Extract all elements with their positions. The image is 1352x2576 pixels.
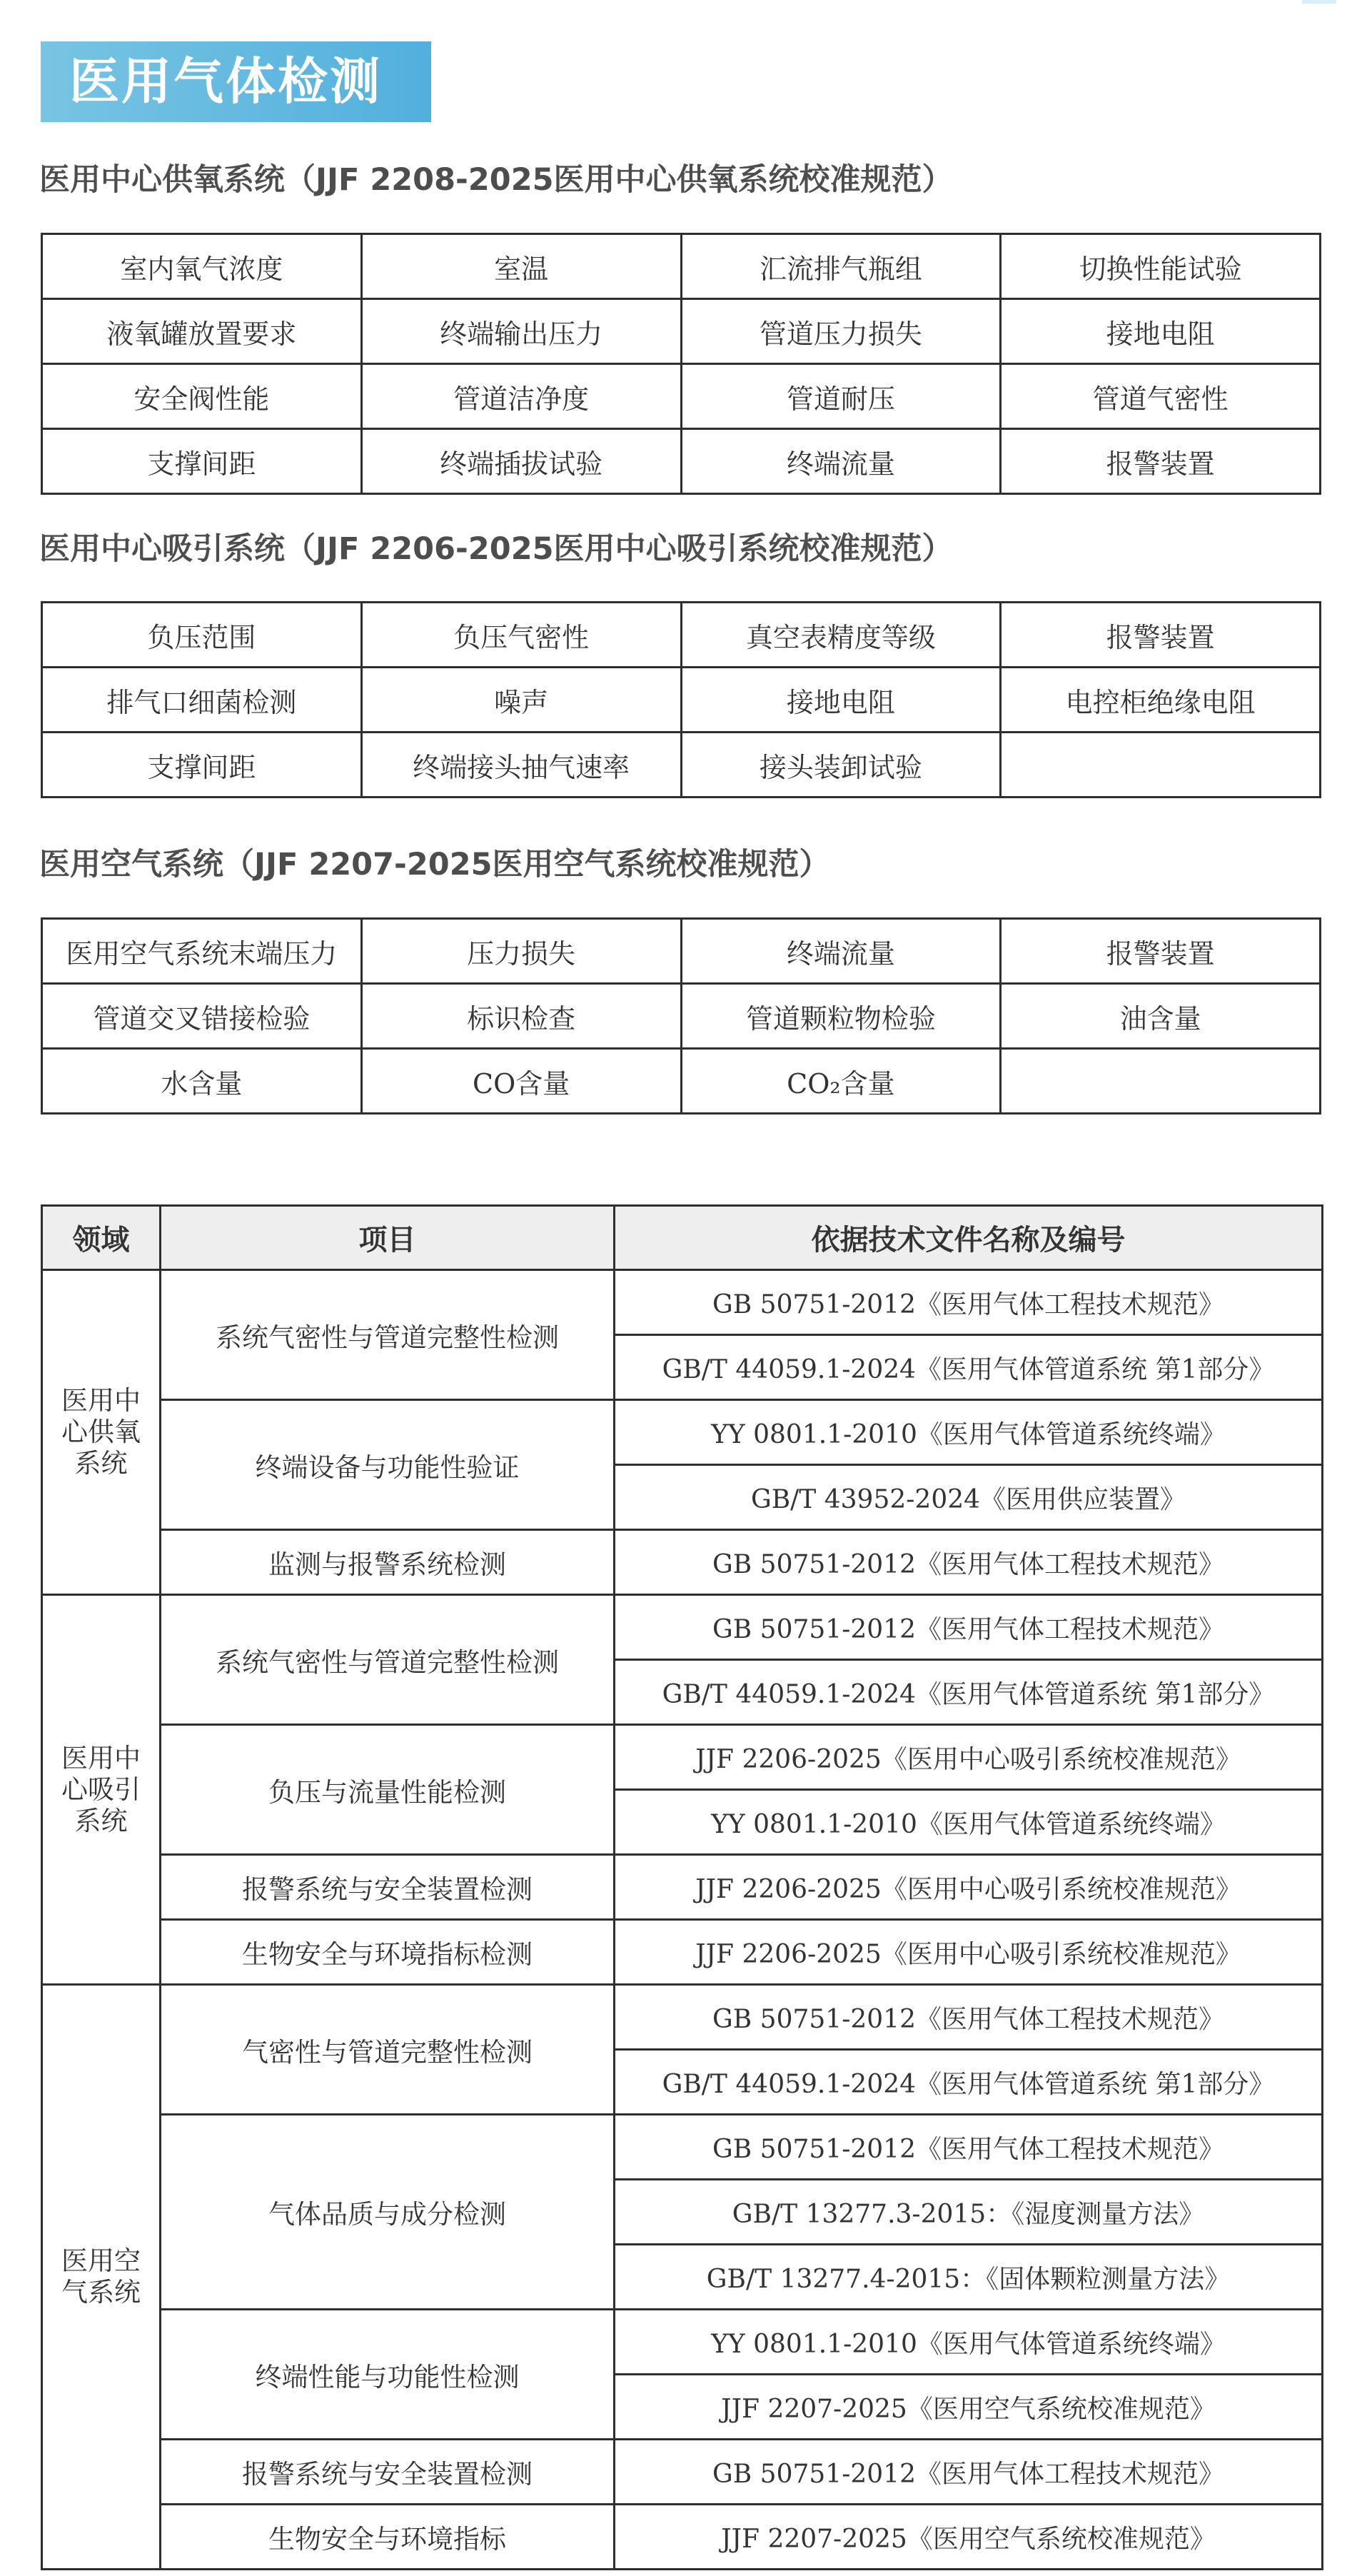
standard-cell: JJF 2207-2025《医用空气系统校准规范》: [615, 2505, 1323, 2570]
standard-cell: GB 50751-2012《医用气体工程技术规范》: [615, 1595, 1323, 1660]
standards-table: [41, 1204, 1323, 2570]
project-cell: 监测与报警系统检测: [161, 1530, 615, 1595]
table-cell: 接地电阻: [681, 668, 1001, 733]
oxygen-items-table: [41, 233, 1321, 495]
table-cell: [1001, 1049, 1321, 1114]
table-cell: 报警装置: [1001, 603, 1321, 668]
table-cell: [1001, 733, 1321, 798]
table-row: [42, 733, 1321, 798]
page-title-banner: [41, 41, 431, 122]
table-cell: 室温: [361, 234, 681, 299]
standard-cell: GB/T 43952-2024《医用供应装置》: [615, 1465, 1323, 1530]
table-row: [42, 429, 1321, 494]
domain-cell: 医用中心供氧系统: [42, 1270, 161, 1595]
project-cell: 报警系统与安全装置检测: [161, 1855, 615, 1920]
table-cell: 水含量: [42, 1049, 362, 1114]
project-cell: 负压与流量性能检测: [161, 1725, 615, 1855]
table-cell: 油含量: [1001, 984, 1321, 1049]
table-row: [42, 1270, 1323, 1335]
table-cell: 支撑间距: [42, 733, 362, 798]
standard-cell: JJF 2207-2025《医用空气系统校准规范》: [615, 2375, 1323, 2440]
standard-cell: GB 50751-2012《医用气体工程技术规范》: [615, 1985, 1323, 2050]
table-cell: 真空表精度等级: [681, 603, 1001, 668]
standard-cell: GB 50751-2012《医用气体工程技术规范》: [615, 2115, 1323, 2180]
table-cell: 排气口细菌检测: [42, 668, 362, 733]
table-row: [42, 919, 1321, 984]
table-cell: 切换性能试验: [1001, 234, 1321, 299]
standard-cell: GB 50751-2012《医用气体工程技术规范》: [615, 1270, 1323, 1335]
standard-cell: GB 50751-2012《医用气体工程技术规范》: [615, 2440, 1323, 2505]
table-cell: 负压范围: [42, 603, 362, 668]
table-cell: 管道洁净度: [361, 364, 681, 429]
standard-cell: GB/T 13277.3-2015：《湿度测量方法》: [615, 2180, 1323, 2245]
table-row: [42, 299, 1321, 364]
table-cell: 终端流量: [681, 429, 1001, 494]
table-cell: 报警装置: [1001, 919, 1321, 984]
table-cell: 液氧罐放置要求: [42, 299, 362, 364]
standard-cell: GB/T 44059.1-2024《医用气体管道系统 第1部分》: [615, 2050, 1323, 2115]
table-cell: 噪声: [361, 668, 681, 733]
header-standard: 依据技术文件名称及编号: [615, 1206, 1323, 1270]
project-cell: 气体品质与成分检测: [161, 2115, 615, 2310]
domain-cell: 医用中心吸引系统: [42, 1595, 161, 1985]
air-items-table: [41, 917, 1321, 1115]
standard-cell: YY 0801.1-2010《医用气体管道系统终端》: [615, 2310, 1323, 2375]
table-cell: 终端接头抽气速率: [361, 733, 681, 798]
page-title: 医用气体检测: [69, 52, 382, 111]
standard-cell: GB/T 44059.1-2024《医用气体管道系统 第1部分》: [615, 1660, 1323, 1725]
project-cell: 系统气密性与管道完整性检测: [161, 1595, 615, 1725]
table-cell: 医用空气系统末端压力: [42, 919, 362, 984]
table-cell: 终端插拔试验: [361, 429, 681, 494]
standard-cell: JJF 2206-2025《医用中心吸引系统校准规范》: [615, 1855, 1323, 1920]
corner-decoration: [1302, 0, 1336, 4]
table-cell: 终端流量: [681, 919, 1001, 984]
table-cell: 压力损失: [361, 919, 681, 984]
standard-cell: YY 0801.1-2010《医用气体管道系统终端》: [615, 1790, 1323, 1855]
standard-cell: GB 50751-2012《医用气体工程技术规范》: [615, 1530, 1323, 1595]
table-cell: 管道压力损失: [681, 299, 1001, 364]
table-row: [42, 984, 1321, 1049]
table-row: [42, 234, 1321, 299]
table-row: [42, 1530, 1323, 1595]
project-cell: 系统气密性与管道完整性检测: [161, 1270, 615, 1400]
suction-items-table: [41, 601, 1321, 798]
project-cell: 报警系统与安全装置检测: [161, 2440, 615, 2505]
project-cell: 生物安全与环境指标: [161, 2505, 615, 2570]
table-row: [42, 1920, 1323, 1985]
table-row: [42, 1985, 1323, 2050]
table-cell: 安全阀性能: [42, 364, 362, 429]
table-cell: 报警装置: [1001, 429, 1321, 494]
table-row: [42, 2115, 1323, 2180]
standard-cell: GB/T 13277.4-2015：《固体颗粒测量方法》: [615, 2245, 1323, 2310]
table-cell: 汇流排气瓶组: [681, 234, 1001, 299]
table-row: [42, 1595, 1323, 1660]
standards-table-header-row: [42, 1206, 1323, 1270]
table-cell: 室内氧气浓度: [42, 234, 362, 299]
table-row: [42, 2440, 1323, 2505]
table-cell: 管道气密性: [1001, 364, 1321, 429]
table-row: [42, 2310, 1323, 2375]
project-cell: 生物安全与环境指标检测: [161, 1920, 615, 1985]
header-domain: 领域: [42, 1206, 161, 1270]
table-row: [42, 1855, 1323, 1920]
standard-cell: YY 0801.1-2010《医用气体管道系统终端》: [615, 1400, 1323, 1465]
header-project: 项目: [161, 1206, 615, 1270]
table-row: [42, 603, 1321, 668]
table-row: [42, 1400, 1323, 1465]
table-cell: 终端输出压力: [361, 299, 681, 364]
project-cell: 气密性与管道完整性检测: [161, 1985, 615, 2115]
table-row: [42, 668, 1321, 733]
section-title-air: 医用空气系统（JJF 2207-2025医用空气系统校准规范）: [39, 847, 830, 882]
section-title-oxygen: 医用中心供氧系统（JJF 2208-2025医用中心供氧系统校准规范）: [39, 162, 953, 198]
table-cell: 管道交叉错接检验: [42, 984, 362, 1049]
table-cell: 负压气密性: [361, 603, 681, 668]
table-cell: 支撑间距: [42, 429, 362, 494]
table-cell: 接头装卸试验: [681, 733, 1001, 798]
table-cell: CO含量: [361, 1049, 681, 1114]
domain-cell: 医用空气系统: [42, 1985, 161, 2570]
table-row: [42, 1725, 1323, 1790]
project-cell: 终端性能与功能性检测: [161, 2310, 615, 2440]
table-row: [42, 364, 1321, 429]
table-cell: 电控柜绝缘电阻: [1001, 668, 1321, 733]
standard-cell: JJF 2206-2025《医用中心吸引系统校准规范》: [615, 1920, 1323, 1985]
table-cell: CO₂含量: [681, 1049, 1001, 1114]
table-cell: 接地电阻: [1001, 299, 1321, 364]
table-cell: 管道耐压: [681, 364, 1001, 429]
project-cell: 终端设备与功能性验证: [161, 1400, 615, 1530]
table-cell: 标识检查: [361, 984, 681, 1049]
table-cell: 管道颗粒物检验: [681, 984, 1001, 1049]
standard-cell: GB/T 44059.1-2024《医用气体管道系统 第1部分》: [615, 1335, 1323, 1400]
standard-cell: JJF 2206-2025《医用中心吸引系统校准规范》: [615, 1725, 1323, 1790]
table-row: [42, 2505, 1323, 2570]
section-title-suction: 医用中心吸引系统（JJF 2206-2025医用中心吸引系统校准规范）: [39, 531, 953, 567]
table-row: [42, 1049, 1321, 1114]
